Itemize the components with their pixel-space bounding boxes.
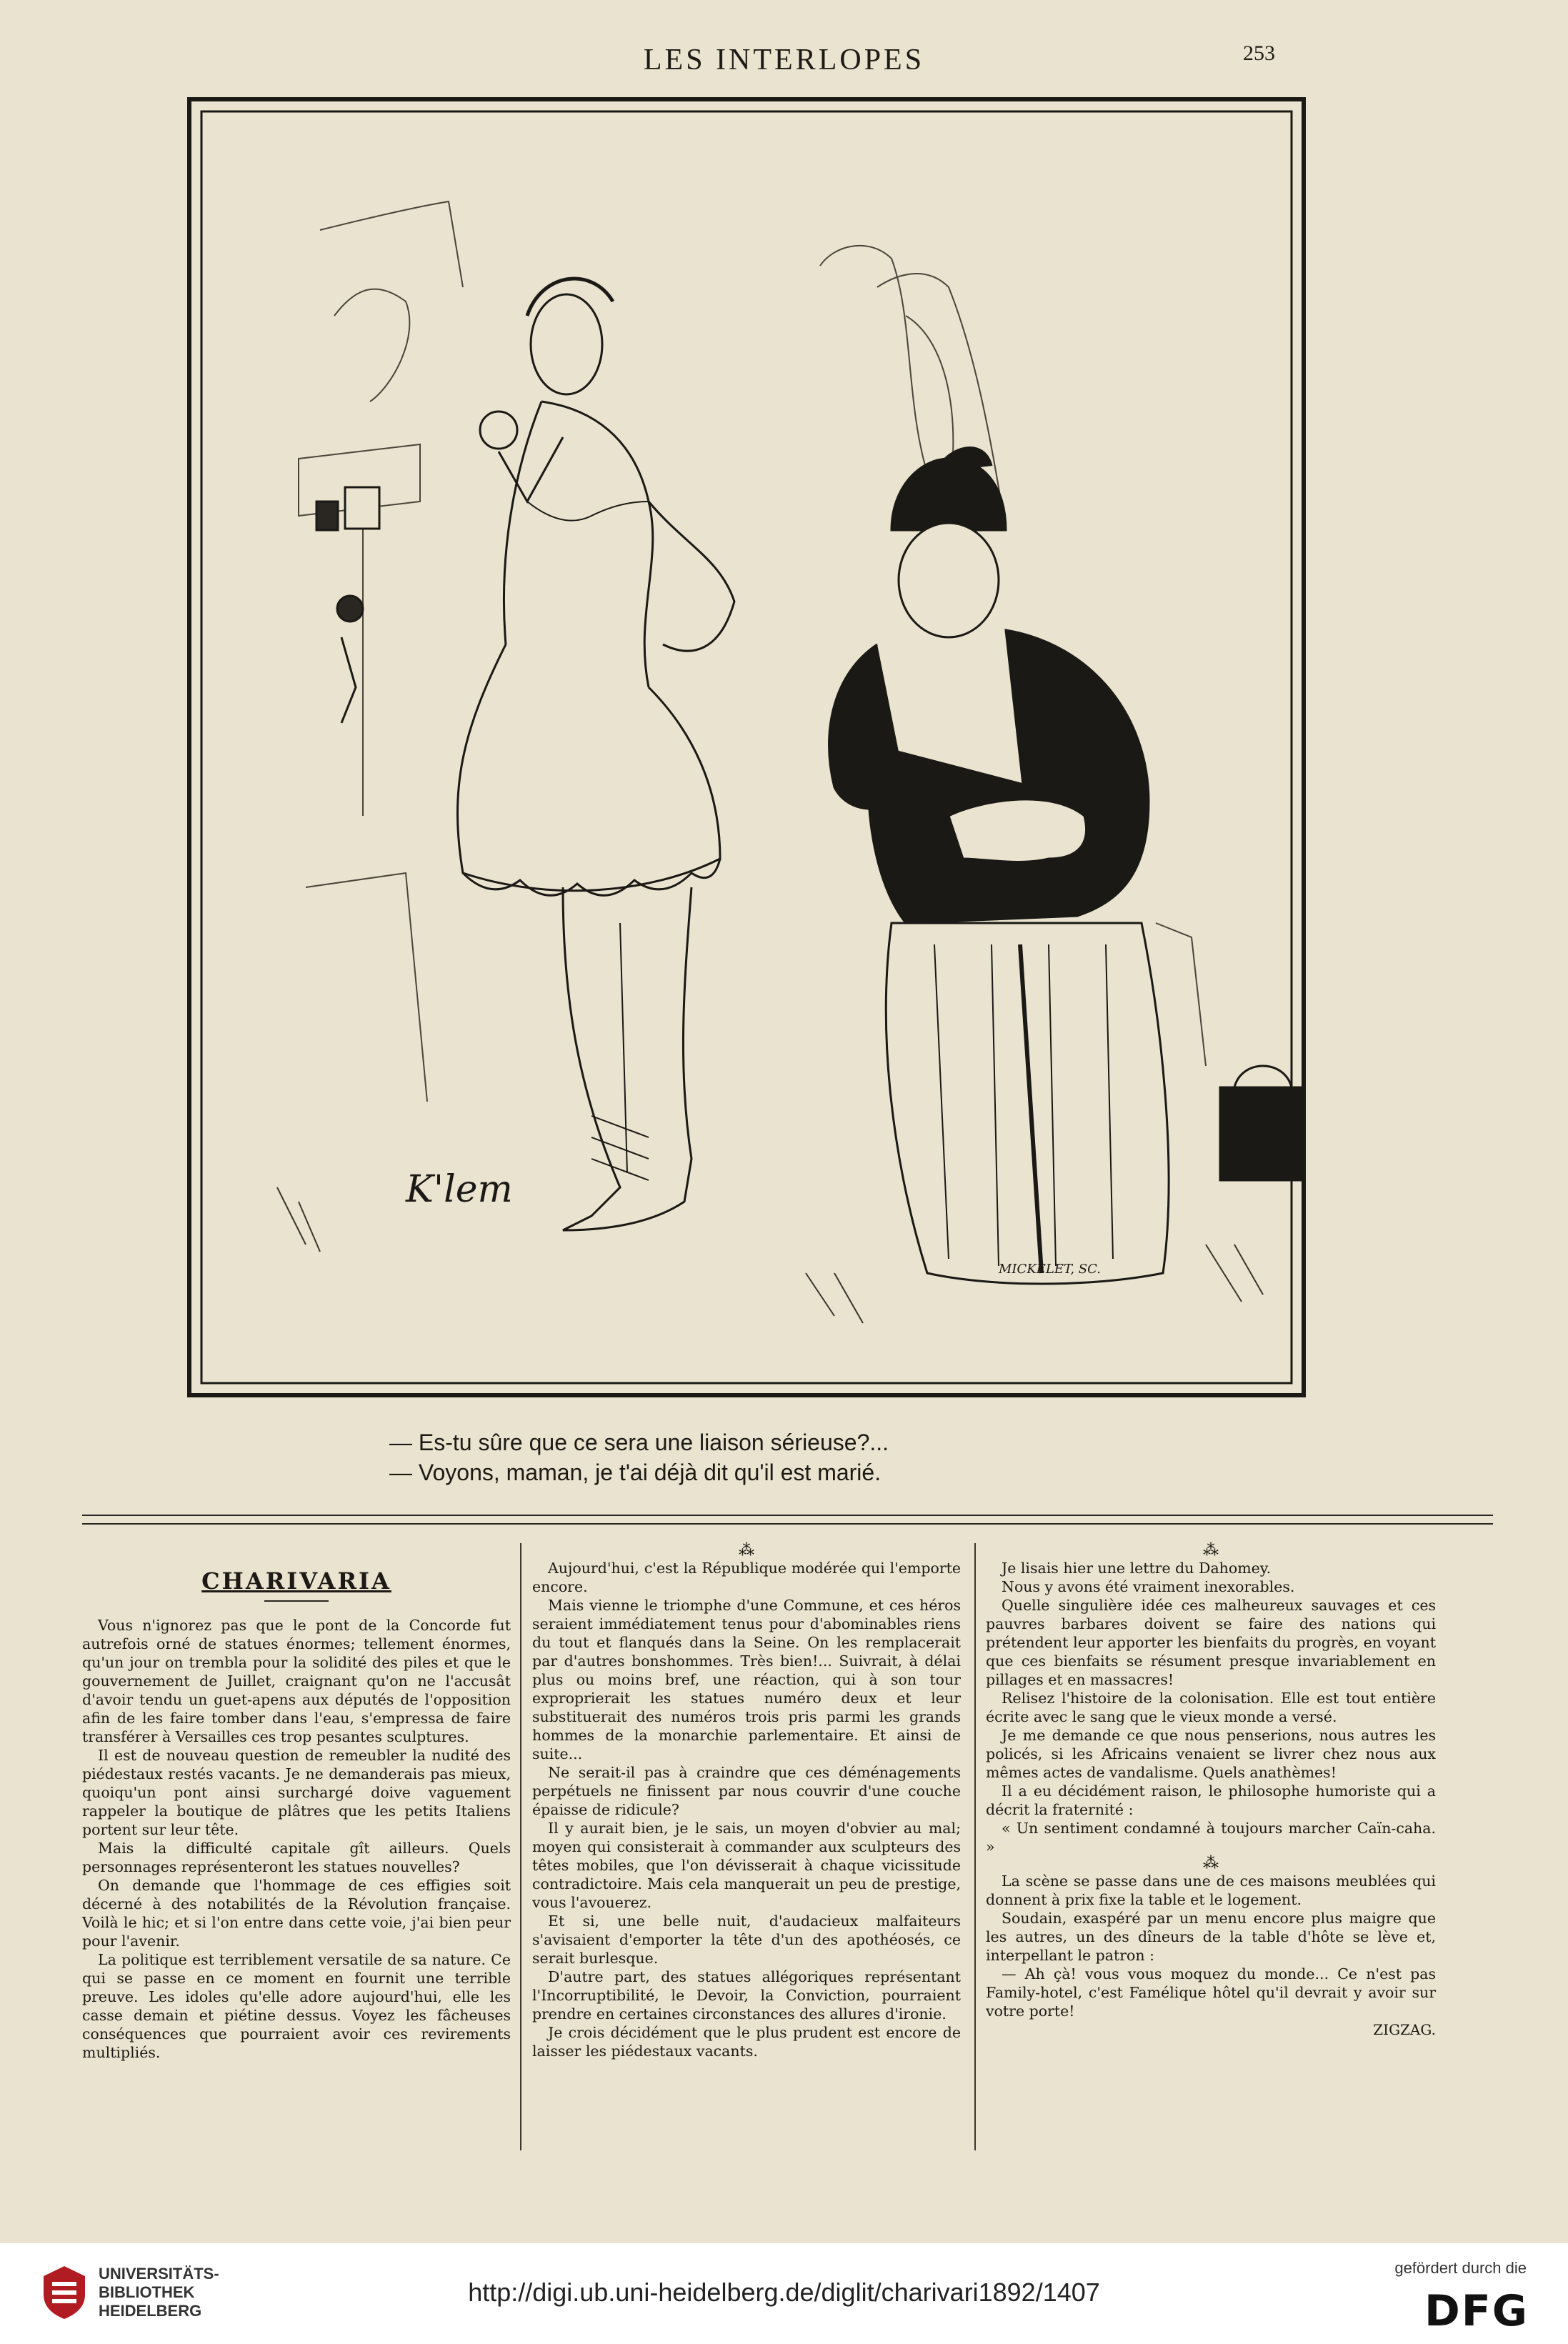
paragraph: Vous n'ignorez pas que le pont de la Concorde fut autrefois orné de statues énormes; tellement énormes, qu'un jour on trembla pour la solidité des piles et que le gouvernement de Juillet, craignant qu'on ne l'accusât d'avoir tendu un guet-apens aux députés de l'opposition afin de les faire tomber dans l'eau, s'empressa de faire transférer à Versailles ces trop pesantes sculptures. [82,1617,511,1745]
section-divider [82,1515,1493,1525]
caricature-illustration [191,101,1302,1393]
paragraph: Je lisais hier une lettre du Dahomey. [1002,1560,1272,1577]
caption-line-2: — Voyons, maman, je t'ai déjà dit qu'il est marié. [389,1460,882,1485]
paragraph: Je crois décidément que le plus prudent est encore de laisser les piédestaux vacants. [532,2024,961,2060]
paragraph: La politique est terriblement versatile de sa nature. Ce qui se passe en ce moment en fournit une terrible preuve. Les idoles qu'elle adore aujourd'hui, elle les casse demain et piétine dessus. Voyez les fâcheuses conséquences que pourraient avoir ces revirements multipliés. [82,1951,511,2061]
paragraph: D'autre part, des statues allégoriques représentant l'Incorruptibilité, le Devoir, la Conviction, pourraient prendre en certaines circonstances des allures d'ironie. [532,1968,961,2023]
asterism: ⁂ [1203,1855,1219,1872]
paragraph: Quelle singulière idée ces malheureux sauvages et ces pauvres barbares doivent se faire des nations qui prétendent leur apporter les bienfaits du progrès, en voyant que ces bienfaits se résument presque invariablement en pillages et en massacres! [986,1597,1436,1688]
engraver-signature: MICKELET, SC. [999,1262,1101,1277]
caption-line-1: — Es-tu sûre que ce sera une liaison sérieuse?... [389,1430,889,1455]
dressing-table [316,487,379,723]
paragraph: Aujourd'hui, c'est la République modérée qui l'emporte encore. [532,1560,961,1595]
asterism: ⁂ [739,1542,754,1560]
paragraph: Nous y avons été vraiment inexorables. [1002,1578,1295,1595]
digitization-footer [0,2243,1568,2344]
illustration-frame [187,97,1306,1397]
funded-by-label: gefördert durch die [1394,2259,1527,2277]
paragraph: Soudain, exaspéré par un menu encore plus maigre que les autres, un des dîneurs de la table d'hôte se lève et, interpellant le patron : [986,1910,1436,1964]
paragraph: Il a eu décidément raison, le philosophe humoriste qui a décrit la fraternité : [986,1782,1436,1818]
column-rule [520,1543,521,2150]
text-column-2 [532,1543,961,2060]
artist-signature: K'lem [406,1168,513,1211]
column-rule [974,1543,976,2150]
text-column-1 [82,1543,511,2062]
paragraph: Il est de nouveau question de remeubler la nudité des piédestaux restés vacants. Je ne demanderais pas mieux, quoiqu'un pont ainsi surchargé doive vaguement rappeler la boutique de plâtres que les petits Italiens portent sur leur tête. [82,1747,511,1838]
permalink-url[interactable]: http://digi.ub.uni-heidelberg.de/diglit/charivari1892/1407 [468,2278,1100,2307]
paragraph: Et si, une belle nuit, d'audacieux malfaiteurs s'avisaient d'emporter la tête d'un des apothéosés, ce serait burlesque. [532,1912,961,1967]
paragraph: Mais vienne le triomphe d'une Commune, et ces héros seraient immédiatement tenus pour d'abominables riens du tout et flanqués dans la Seine. On les remplacerait par d'autres bonshommes. Très bien!... Suivrait, à délai plus ou moins bref, une réaction, qui à son tour exproprierait les statues numéro deux et leur substituerait des numéros trois pris parmi les grands hommes de la monarchie parlementaire. Et ainsi de suite... [532,1597,961,1762]
paragraph: Il y aurait bien, je le sais, un moyen d'obvier au mal; moyen qui consisterait à commander aux sculpteurs des têtes mobiles, que l'on dévisserait à chaque vicissitude contradictoire. Mais cela manquerait un peu de prestige, vous l'avouerez. [532,1820,961,1911]
paragraph: On demande que l'hommage de ces effigies soit décerné à des notabilités de la Révolution française. Voilà le hic; et si l'on entre dans cette voie, j'ai bien peur pour l'avenir. [82,1877,511,1950]
paragraph: Je me demande ce que nous penserions, nous autres les policés, si les Africains venaient se livrer chez nous aux mêmes actes de vandalisme. Quels anathèmes! [986,1727,1436,1781]
dfg-logo: DFG [1424,2286,1529,2336]
paragraph: La scène se passe dans une de ces maisons meublées qui donnent à prix fixe la table et le logement. [986,1872,1436,1908]
page-number: 253 [1243,41,1275,65]
mother-figure [829,448,1302,1284]
article-title: CHARIVARIA [201,1567,391,1595]
institution-name: UNIVERSITÄTS- BIBLIOTHEK HEIDELBERG [99,2265,219,2320]
text-column-3 [986,1543,1436,2039]
paragraph: — Ah çà! vous vous moquez du monde... Ce n'est pas Family-hotel, c'est Famélique hôtel qu'il devrait y avoir sur votre porte! [986,1965,1436,2020]
dancer-figure [458,279,735,1230]
article-signature: ZIGZAG. [1373,2021,1436,2038]
paragraph: Mais la difficulté capitale gît ailleurs. Quels personnages représenteront les statues nouvelles? [82,1840,511,1875]
running-title: LES INTERLOPES [643,44,925,76]
asterism: ⁂ [1203,1542,1219,1560]
paragraph: Relisez l'histoire de la colonisation. Elle est tout entière écrite avec le sang que le vieux monde a versé. [986,1690,1436,1725]
title-rule [264,1600,329,1602]
illustration-caption [389,1427,1175,1487]
paragraph: Ne serait-il pas à craindre que ces déménagements perpétuels ne finissent par nous couvrir d'une couche épaisse de ridicule? [532,1764,961,1818]
paragraph: « Un sentiment condamné à toujours marcher Caïn-caha. » [986,1820,1436,1855]
